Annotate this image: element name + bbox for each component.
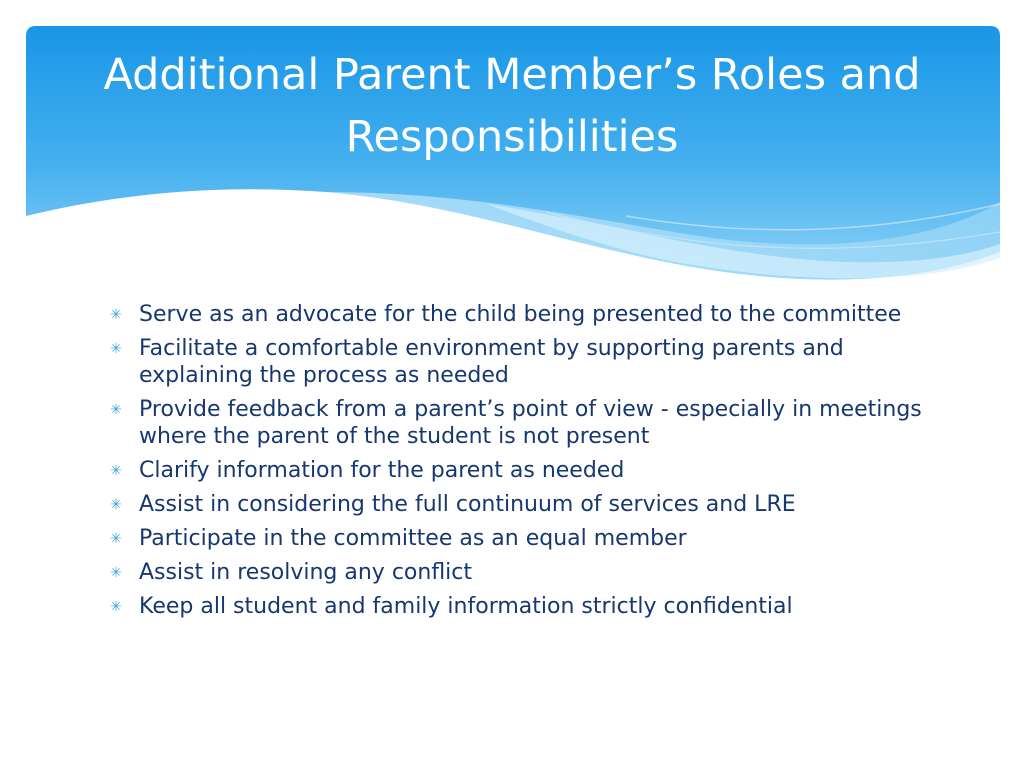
list-item — [108, 593, 928, 620]
list-item — [108, 301, 928, 328]
bullet-text: Serve as an advocate for the child being presented to the committee — [139, 302, 902, 327]
bullet-text: Keep all student and family information strictly confidential — [139, 594, 793, 619]
asterisk-icon: ✳ — [110, 497, 122, 513]
list-item — [108, 457, 928, 484]
list-item — [108, 525, 928, 552]
slide-title: Additional Parent Member’s Roles and Responsibilities — [103, 50, 921, 162]
bullet-text: Participate in the committee as an equal member — [139, 526, 687, 551]
bullet-list — [108, 301, 928, 627]
asterisk-icon: ✳ — [110, 307, 122, 323]
bullet-text: Provide feedback from a parent’s point of view - especially in meetings where the parent of the student is not present — [139, 397, 922, 449]
bullet-text: Assist in resolving any conflict — [139, 560, 473, 585]
list-item — [108, 491, 928, 518]
bullet-text: Facilitate a comfortable environment by supporting parents and explaining the process as needed — [139, 336, 844, 388]
asterisk-icon: ✳ — [110, 599, 122, 615]
bullet-text: Assist in considering the full continuum of services and LRE — [139, 492, 796, 517]
asterisk-icon: ✳ — [110, 565, 122, 581]
asterisk-icon: ✳ — [110, 531, 122, 547]
asterisk-icon: ✳ — [110, 402, 122, 418]
bullet-text: Clarify information for the parent as needed — [139, 458, 625, 483]
asterisk-icon: ✳ — [110, 341, 122, 357]
list-item — [108, 559, 928, 586]
asterisk-icon: ✳ — [110, 463, 122, 479]
list-item — [108, 396, 928, 450]
list-item — [108, 335, 928, 389]
